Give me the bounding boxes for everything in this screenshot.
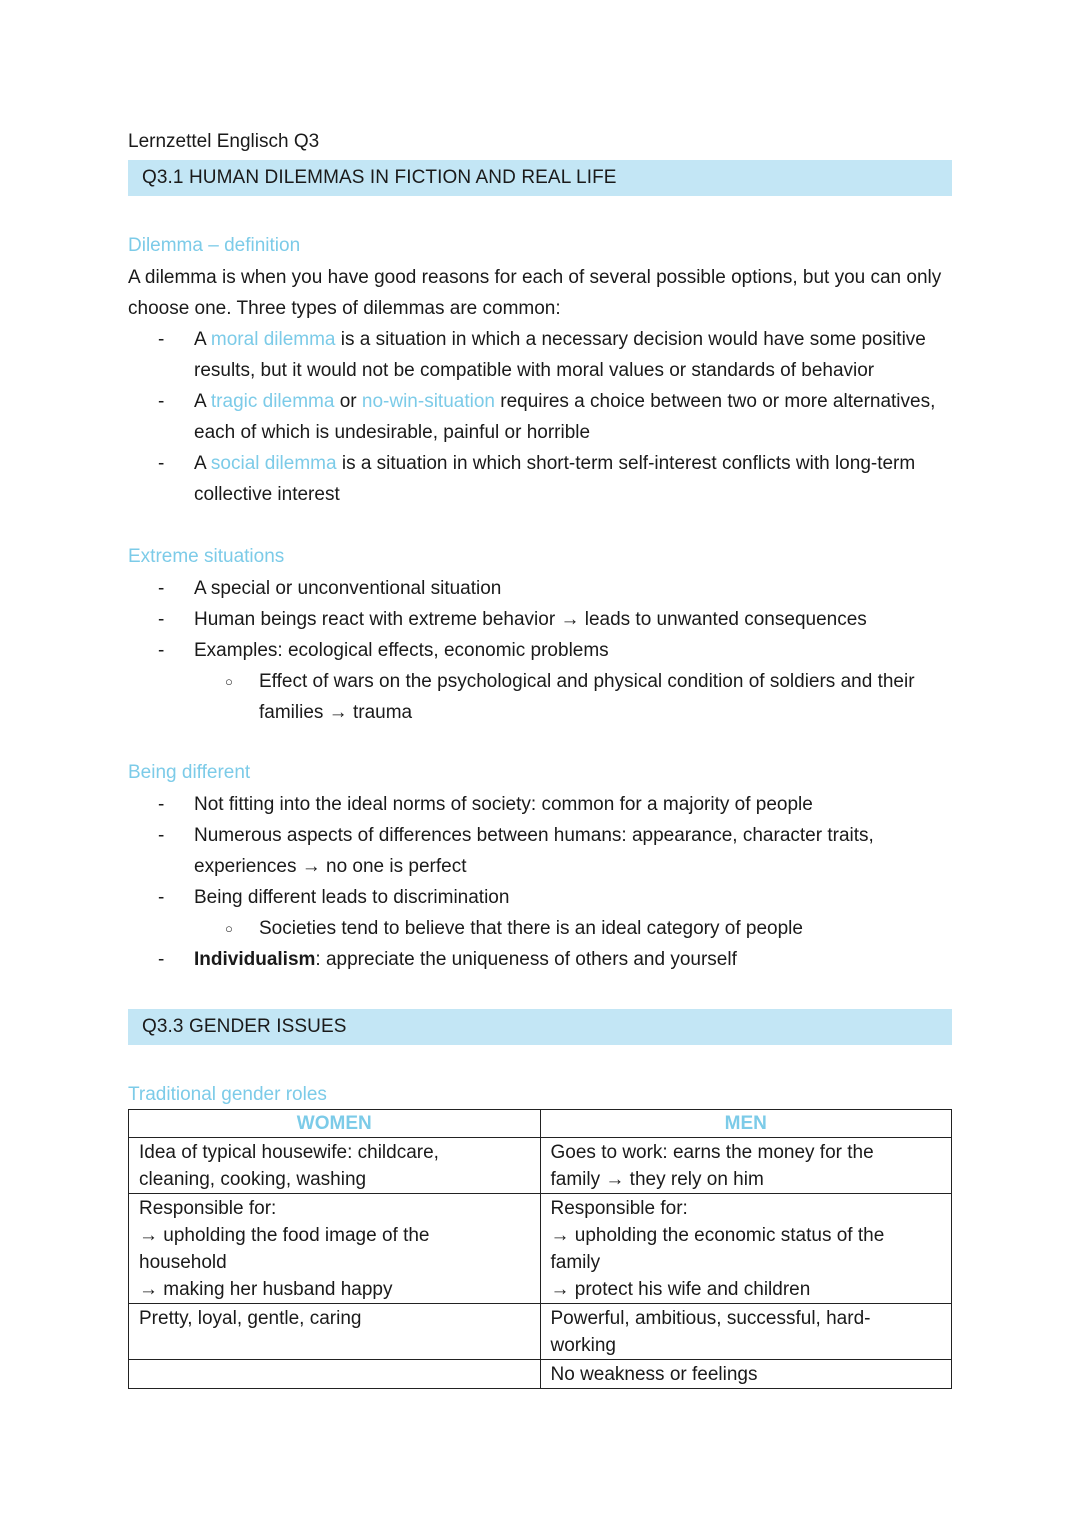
circle-bullet: ○: [225, 674, 233, 689]
table-cell-women: [129, 1360, 541, 1389]
list-item: - Numerous aspects of differences between humans: appearance, character traits, experiences → no one is perfect: [128, 820, 952, 882]
dash-bullet: -: [158, 453, 165, 474]
sublist-item: ○ Societies tend to believe that there is an ideal category of people: [194, 913, 952, 944]
dash-bullet: -: [158, 578, 165, 599]
examples-sublist: [194, 666, 952, 728]
gender-roles-table-body: [129, 1138, 952, 1389]
cell-text-line: Powerful, ambitious, successful, hard-: [550, 1308, 871, 1329]
section-banner-gender-issues: [128, 1009, 952, 1045]
dash-bullet: -: [158, 949, 165, 970]
table-row: [129, 1304, 952, 1360]
list-item-individualism: - Individualism: appreciate the uniqueness of others and yourself: [128, 944, 952, 975]
being-different-list: [128, 789, 952, 975]
table-cell-women: [129, 1304, 541, 1360]
cell-text-line: Responsible for:: [139, 1198, 277, 1219]
list-item: - A special or unconventional situation: [128, 573, 952, 604]
table-cell-men: [540, 1138, 952, 1194]
cell-text-line: Goes to work: earns the money for the: [550, 1142, 874, 1163]
list-item-social-dilemma: - A social dilemma is a situation in which short-term self-interest conflicts with long-term collective interest: [128, 448, 952, 510]
cell-text-line: Pretty, loyal, gentle, caring: [139, 1308, 362, 1329]
section-banner-label: Q3.1 HUMAN DILEMMAS IN FICTION AND REAL LIFE: [142, 167, 617, 188]
term-individualism: Individualism: [194, 949, 316, 970]
subheading-being-different: Being different: [128, 762, 251, 783]
subheading-extreme-situations: Extreme situations: [128, 546, 285, 567]
circle-bullet: ○: [225, 921, 233, 936]
cell-text-line: household: [139, 1252, 227, 1273]
dash-bullet: -: [158, 794, 165, 815]
table-row: [129, 1138, 952, 1194]
gender-roles-table: [128, 1109, 952, 1389]
subheading-traditional-gender-roles: Traditional gender roles: [128, 1084, 327, 1105]
dilemma-intro-paragraph: A dilemma is when you have good reasons for each of several possible options, but you can only choose one. Three types of dilemmas are common:: [128, 267, 942, 319]
list-item: - Human beings react with extreme behavior → leads to unwanted consequences: [128, 604, 952, 635]
column-header-men: MEN: [540, 1110, 952, 1138]
table-header-row: [129, 1110, 952, 1138]
dash-bullet: -: [158, 609, 165, 630]
cell-text-line: Idea of typical housewife: childcare,: [139, 1142, 439, 1163]
list-item-moral-dilemma: - A moral dilemma is a situation in which a necessary decision would have some positive results, but it would not be compatible with moral values or standards of behavior: [128, 324, 952, 386]
list-item-tragic-dilemma: - A tragic dilemma or no-win-situation requires a choice between two or more alternatives, each of which is undesirable, painful or horrible: [128, 386, 952, 448]
cell-text-line: → upholding the economic status of the: [550, 1225, 885, 1246]
list-item: - Examples: ecological effects, economic problems ○ Effect of wars on the psychological and physical condition of soldiers and their families → trauma: [128, 635, 952, 728]
term-tragic-dilemma: tragic dilemma: [210, 391, 335, 412]
list-item: - Being different leads to discrimination ○ Societies tend to believe that there is an ideal category of people: [128, 882, 952, 944]
subheading-dilemma-definition: Dilemma – definition: [128, 235, 301, 256]
dash-bullet: -: [158, 825, 165, 846]
table-cell-men: [540, 1194, 952, 1304]
cell-text-line: working: [550, 1335, 616, 1356]
cell-text-line: family → they rely on him: [550, 1169, 764, 1190]
dash-bullet: -: [158, 391, 165, 412]
cell-text-line: cleaning, cooking, washing: [139, 1169, 367, 1190]
document-page: [128, 128, 952, 1389]
section-banner-label: Q3.3 GENDER ISSUES: [142, 1016, 347, 1037]
table-row: [129, 1360, 952, 1389]
cell-text-line: No weakness or feelings: [550, 1364, 758, 1385]
document-title: Lernzettel Englisch Q3: [128, 131, 320, 152]
dash-bullet: -: [158, 887, 165, 908]
term-moral-dilemma: moral dilemma: [210, 329, 336, 350]
term-social-dilemma: social dilemma: [210, 453, 337, 474]
list-item: - Not fitting into the ideal norms of society: common for a majority of people: [128, 789, 952, 820]
dash-bullet: -: [158, 640, 165, 661]
discrimination-sublist: [194, 913, 952, 944]
dilemma-types-list: [128, 324, 952, 510]
table-cell-women: [129, 1138, 541, 1194]
section-banner-human-dilemmas: [128, 160, 952, 196]
table-cell-women: [129, 1194, 541, 1304]
extreme-situations-list: [128, 573, 952, 728]
table-row: [129, 1194, 952, 1304]
column-header-women: WOMEN: [129, 1110, 541, 1138]
table-cell-men: [540, 1304, 952, 1360]
cell-text-line: → making her husband happy: [139, 1279, 393, 1300]
table-cell-men: [540, 1360, 952, 1389]
term-no-win-situation: no-win-situation: [361, 391, 495, 412]
cell-text-line: Responsible for:: [550, 1198, 688, 1219]
cell-text-line: → upholding the food image of the: [139, 1225, 430, 1246]
cell-text-line: → protect his wife and children: [550, 1279, 811, 1300]
sublist-item: ○ Effect of wars on the psychological and physical condition of soldiers and their families → trauma: [194, 666, 952, 728]
dash-bullet: -: [158, 329, 165, 350]
cell-text-line: family: [550, 1252, 601, 1273]
